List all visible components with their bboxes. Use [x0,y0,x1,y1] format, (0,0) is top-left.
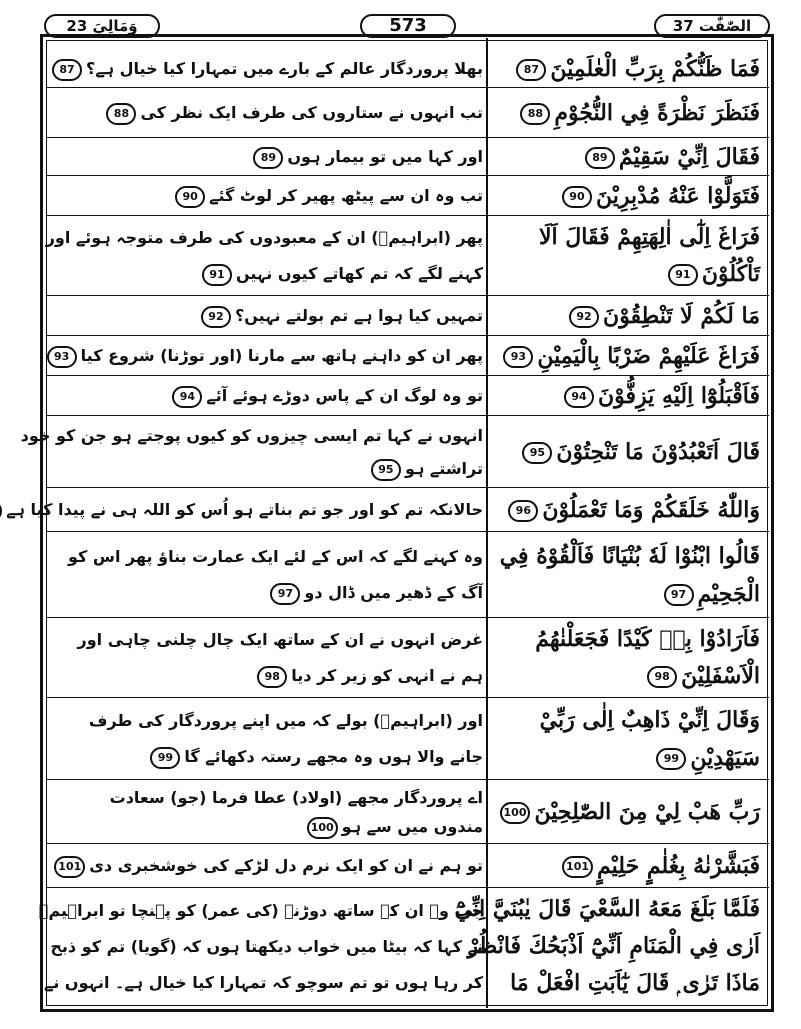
verse-number-badge: 94 [564,386,594,408]
urdu-translation [45,220,483,292]
arabic-verse-line [492,379,760,413]
verse-number-badge: 100 [307,817,338,839]
arabic-verse-text: فَاَرَادُوْا بِهٖ كَيْدًا فَجَعَلْنٰهُمُ [535,626,760,652]
arabic-verse-text: مَا لَكُمْ لَا تَنْطِقُوْنَ [603,303,760,329]
urdu-translation-text: کہنے لگے کہ تم کھاتے کیوں نہیں [235,264,483,283]
verse-row [47,216,769,296]
verse-number-badge: 89 [253,147,283,169]
arabic-verse-line [454,891,760,928]
urdu-translation-text: تو ہم نے ان کو ایک نرم دل لڑکے کی خوشخبری دی [89,856,483,875]
verse-number-badge [0,500,2,522]
arabic-verse [492,299,760,333]
arabic-verse-text: قَالُوا ابْنُوْا لَهٗ بُنْيَانًا فَاَلْقُوْهُ فِي [499,543,760,569]
verse-row [47,376,769,416]
verse-number-badge: 94 [172,386,202,408]
para-name-tab: وَمَالِيَ 23 [44,14,160,38]
urdu-translation-line [55,179,483,213]
urdu-translation-text: غرض انہوں نے ان کے ساتھ ایک چال چلنی چاہی اور [77,630,483,649]
arabic-verse [492,537,760,613]
urdu-translation [55,848,483,884]
verse-number-badge: 96 [508,500,538,522]
urdu-translation-line [6,492,483,528]
urdu-translation-text: تو وہ لوگ ان کے پاس دوڑے ہوئے آئے [206,386,483,405]
verse-row [47,88,769,138]
arabic-verse-line [492,433,760,471]
urdu-translation-text: تمہیں کیا ہوا ہے تم بولتے نہیں؟ [234,306,483,325]
urdu-translation [38,893,483,1001]
verse-row [47,698,769,780]
urdu-translation-text: کر رہا ہوں تو تم سوچو کہ تمہارا کیا خیال ہے۔ انہوں نے [43,973,483,992]
arabic-verse-text: وَاللّٰهُ خَلَقَكُمْ وَمَا تَعْمَلُوْنَ [542,497,760,523]
verse-number-badge: 90 [562,186,592,208]
urdu-translation-text: پھر (ابراہیمؑ) ان کے معبودوں کی طرف متوجہ ہوئے اور [45,228,483,247]
verse-row [47,296,769,336]
arabic-verse-text: فَرَاغَ اِلٰٓى اٰلِهَتِهِمْ فَقَالَ اَلَا [538,224,760,250]
urdu-translation-line [45,220,483,256]
urdu-translation-text: حالانکہ تم کو اور جو تم بناتے ہو اُس کو اللہ ہی نے پیدا کیا ہے [6,500,483,519]
arabic-verse-text: الْجَحِيْمِ [697,581,760,607]
urdu-translation [55,379,483,413]
verse-number-badge: 90 [175,186,205,208]
verse-number-badge: 89 [585,147,615,169]
verse-number-badge: 98 [647,666,677,688]
urdu-translation-line [55,539,483,575]
urdu-translation-text: وہ کہنے لگے کہ اس کے لئے ایک عمارت بناؤ پھر اس کو [67,547,483,566]
verse-number-badge: 97 [664,584,694,606]
urdu-translation-text: آگ کے ڈھیر میں ڈال دو [304,583,483,602]
verse-number-badge: 87 [516,59,546,81]
arabic-verse [454,891,760,1002]
verse-row [47,618,769,698]
urdu-translation [20,419,483,485]
arabic-verse [492,219,760,293]
page-number: 573 [360,14,456,38]
urdu-translation [55,539,483,611]
urdu-translation-line [55,812,483,841]
verse-number-badge: 99 [150,747,180,769]
urdu-translation-text: جانے والا ہوں وہ مجھے رستہ دکھائے گا [184,747,483,766]
urdu-translation-text: اے پروردگار مجھے (اولاد) عطا فرما (جو) سعادت [109,788,483,807]
urdu-translation-text: اور کہا میں تو بیمار ہوں [287,147,483,166]
urdu-translation-line [55,452,483,485]
verse-row [47,336,769,376]
urdu-translation-line [55,53,483,85]
urdu-translation [55,95,483,131]
arabic-verse [492,179,760,213]
arabic-verse-text: وَقَالَ اِنِّيْ ذَاهِبٌ اِلٰى رَبِّيْ [539,707,760,733]
arabic-verse [492,491,760,529]
arabic-verse [492,379,760,413]
verse-number-badge: 93 [47,346,77,368]
verse-number-badge: 91 [668,264,698,286]
arabic-verse [492,847,760,885]
arabic-verse-line [492,965,760,1002]
arabic-verse-line [492,491,760,529]
arabic-verse-line [492,219,760,256]
verse-row [47,50,769,88]
verse-row [47,138,769,176]
arabic-verse-line [492,537,760,575]
verse-row [47,176,769,216]
verse-row [47,532,769,618]
arabic-verse-text: فَقَالَ اِنِّيْ سَقِيْمٌ [618,144,760,170]
verse-number-badge: 95 [371,459,401,481]
urdu-translation-line [55,783,483,812]
urdu-translation-text: مندوں میں سے ہو [341,817,483,836]
arabic-verse-text: اَرٰى فِي الْمَنَامِ اَنِّيْٓ اَذْبَحُكَ فَانْظُرْ [467,933,760,959]
urdu-translation [55,141,483,173]
verse-number-badge: 87 [52,59,82,81]
arabic-verse-line [492,179,760,213]
arabic-verse-text: فَلَمَّا بَلَغَ مَعَهُ السَّعْيَ قَالَ يٰبُنَيَّ اِنِّيْٓ [454,896,760,922]
urdu-translation [55,179,483,213]
urdu-translation [55,783,483,841]
urdu-translation [55,703,483,775]
urdu-translation [55,53,483,85]
arabic-verse-line [492,739,760,777]
verse-row [47,780,769,844]
arabic-verse-text: فَمَا ظَنُّكُمْ بِرَبِّ الْعٰلَمِيْنَ [550,56,760,82]
arabic-verse-text: مَاذَا تَرٰى ۭ قَالَ يٰٓاَبَتِ افْعَلْ مَا [510,970,760,996]
urdu-translation-line [50,929,483,965]
urdu-translation-line [55,848,483,884]
verse-number-badge: 99 [656,748,686,770]
urdu-translation-line [55,379,483,413]
verse-number-badge: 101 [54,856,85,878]
urdu-translation-text: تراشتے ہو [404,459,483,478]
arabic-verse-line [492,299,760,333]
verse-row [38,888,769,1006]
verse-number-badge: 88 [106,103,136,125]
arabic-verse-text: الْاَسْفَلِيْنَ [681,663,760,689]
arabic-verse-line [492,793,760,831]
arabic-verse-line [492,256,760,293]
urdu-translation [55,299,483,333]
urdu-translation [55,339,483,373]
verse-number-badge: 97 [270,583,300,605]
arabic-verse-text: فَرَاغَ عَلَيْهِمْ ضَرْبًا بِالْيَمِيْنِ [537,343,760,369]
urdu-translation-line [20,419,483,452]
urdu-translation-line [55,739,483,775]
urdu-translation-line [55,256,483,292]
urdu-translation-text: اور (ابراہیمؑ) بولے کہ میں اپنے پروردگار کی طرف [88,711,483,730]
arabic-verse-line [492,53,760,85]
verse-number-badge: 92 [569,306,599,328]
verse-row [6,488,769,532]
urdu-translation-line [55,575,483,611]
arabic-verse-text: تَاْكُلُوْنَ [701,261,760,287]
arabic-verse [492,621,760,695]
arabic-verse-line [492,701,760,739]
arabic-verse [492,701,760,777]
urdu-translation-line [55,95,483,131]
verse-number-badge: 101 [562,856,593,878]
urdu-translation-line [55,703,483,739]
arabic-verse-text: رَبِّ هَبْ لِيْ مِنَ الصّٰلِحِيْنَ [534,799,760,825]
verse-number-badge: 92 [201,306,231,328]
arabic-verse [492,94,760,132]
verse-row [47,844,769,888]
surah-name-tab: الصّٰفّٰت 37 [654,14,770,38]
arabic-verse-text: سَيَهْدِيْنِ [690,745,760,771]
urdu-translation-line [55,622,483,658]
urdu-translation [6,492,483,528]
urdu-translation-line [55,141,483,173]
urdu-translation-line [43,965,483,1001]
urdu-translation-text: تب وہ ان سے پیٹھ پھیر کر لوٹ گئے [209,186,483,205]
arabic-verse-text: فَاَقْبَلُوْٓا اِلَيْهِ يَزِفُّوْنَ [597,383,760,409]
urdu-translation-text: ہم نے انہی کو زیر کر دیا [291,666,483,685]
arabic-verse [492,141,760,173]
urdu-translation-line [55,658,483,694]
urdu-translation-line [55,299,483,333]
arabic-verse [492,793,760,831]
arabic-verse-line [492,575,760,613]
urdu-translation-line [38,893,483,929]
verse-number-badge: 98 [257,666,287,688]
urdu-translation-line [55,339,483,373]
arabic-verse-line [492,658,760,695]
arabic-verse-line [492,339,760,373]
urdu-translation-text: جب وہ ان کے ساتھ دوڑنے (کی عمر) کو پہنچا تو ابراہیمؑ [38,901,483,920]
arabic-verse-line [467,928,760,965]
arabic-verse-text: قَالَ اَتَعْبُدُوْنَ مَا تَنْحِتُوْنَ [556,439,760,465]
urdu-translation-text: تب انہوں نے ستاروں کی طرف ایک نظر کی [140,103,483,122]
urdu-translation-text: انہوں نے کہا تم ایسی چیزوں کو کیوں پوجتے ہو جن کو خود [20,426,483,445]
arabic-verse-text: فَتَوَلَّوْا عَنْهُ مُدْبِرِيْنَ [595,183,760,209]
verse-number-badge: 100 [500,802,531,824]
urdu-translation-text: بھلا پروردگار عالم کے بارے میں تمہارا کیا خیال ہے؟ [86,59,483,78]
verse-number-badge: 93 [503,346,533,368]
arabic-verse-text: فَبَشَّرْنٰهُ بِغُلٰمٍ حَلِيْمٍ [597,853,760,879]
verse-number-badge: 88 [520,103,550,125]
urdu-translation-text: پھر ان کو داہنے ہاتھ سے مارنا (اور توڑنا) شروع کیا [80,346,483,365]
urdu-translation-text: نے کہا کہ بیٹا میں خواب دیکھتا ہوں کہ (گویا) تم کو ذبح [50,937,483,956]
verse-row [20,416,769,488]
arabic-verse-line [492,141,760,173]
arabic-verse-line [492,621,760,658]
arabic-verse [492,339,760,373]
arabic-verse-line [492,94,760,132]
arabic-verse [492,433,760,471]
urdu-translation [55,622,483,694]
arabic-verse [492,53,760,85]
arabic-verse-line [492,847,760,885]
verse-number-badge: 91 [202,264,232,286]
verse-number-badge: 95 [522,442,552,464]
arabic-verse-text: فَنَظَرَ نَظْرَةً فِي النُّجُوْمِ [554,100,760,126]
